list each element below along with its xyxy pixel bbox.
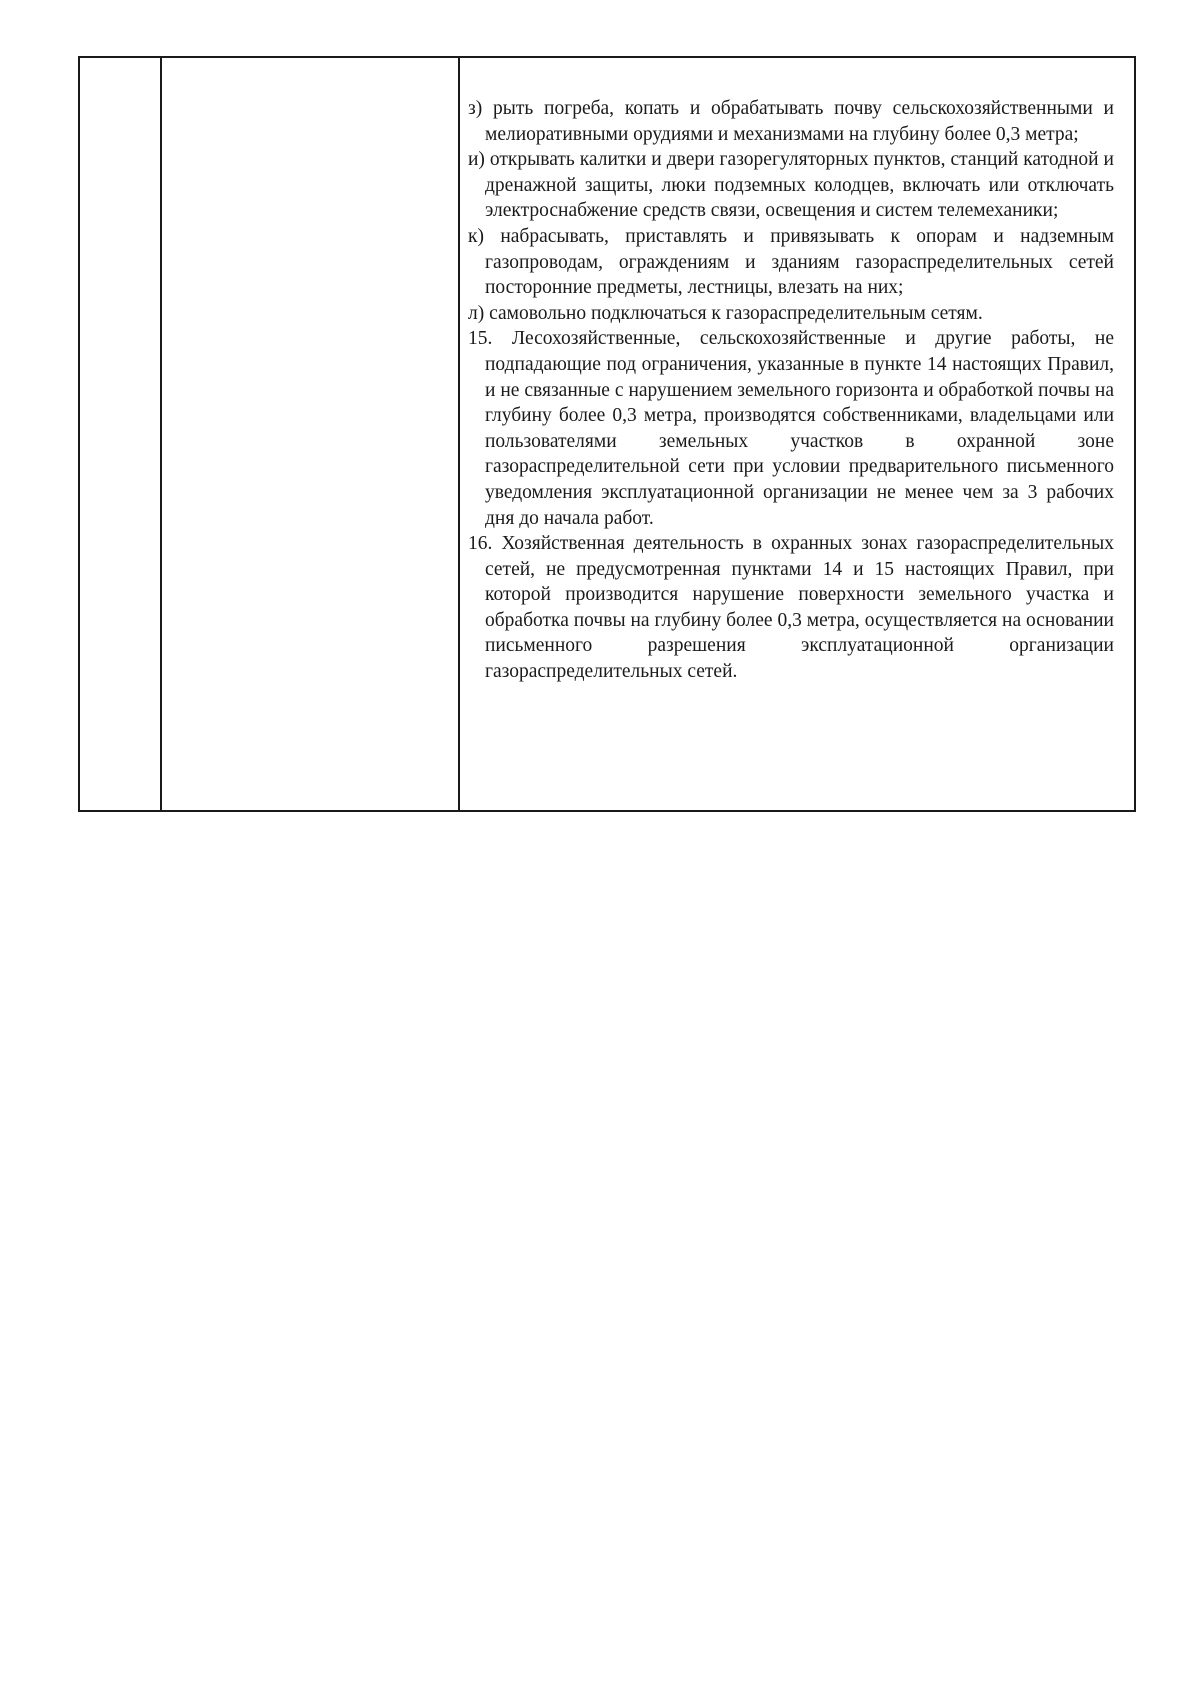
- paragraph-item-i: и) открывать калитки и двери газорегуляторных пунктов, станций катодной и дренажной защиты, люки подземных колодцев, включать или отключать электроснабжение средств связи, освещения и систем телемеханики;: [468, 149, 1114, 222]
- number-cell: [79, 57, 161, 811]
- paragraph-item-z: з) рыть погреба, копать и обрабатывать почву сельскохозяйственными и мелиоративными орудиями и механизмами на глубину более 0,3 метра;: [468, 98, 1114, 145]
- name-cell: [161, 57, 459, 811]
- paragraph-15: 15. Лесохозяйственные, сельскохозяйственные и другие работы, не подпадающие под ограничения, указанные в пункте 14 настоящих Правил, и не связанные с нарушением земельного горизонта и обработкой почвы на глубину более 0,3 метра, производятся собственниками, владельцами или пользователями земельных участков в охранной зоне газораспределительной сети при условии предварительного письменного уведомления эксплуатационной организации не менее чем за 3 рабочих дня до начала работ.: [468, 328, 1114, 529]
- paragraph-item-k: к) набрасывать, приставлять и привязывать к опорам и надземным газопроводам, ограждениям и зданиям газораспределительных сетей посторонние предметы, лестницы, влезать на них;: [468, 225, 1114, 299]
- table-row: [79, 57, 1135, 811]
- paragraph-16: 16. Хозяйственная деятельность в охранных зонах газораспределительных сетей, не предусмотренная пунктами 14 и 15 настоящих Правил, при которой производится нарушение поверхности земельного участка и обработка почвы на глубину более 0,3 метра, осуществляется на основании письменного разрешения эксплуатационной организации газораспределительных сетей.: [468, 533, 1114, 683]
- text-cell: [459, 57, 1135, 811]
- table-bottom-rule: [79, 811, 1135, 812]
- paragraph-item-l: л) самовольно подключаться к газораспределительным сетям.: [468, 302, 983, 324]
- content-table: [78, 56, 1136, 812]
